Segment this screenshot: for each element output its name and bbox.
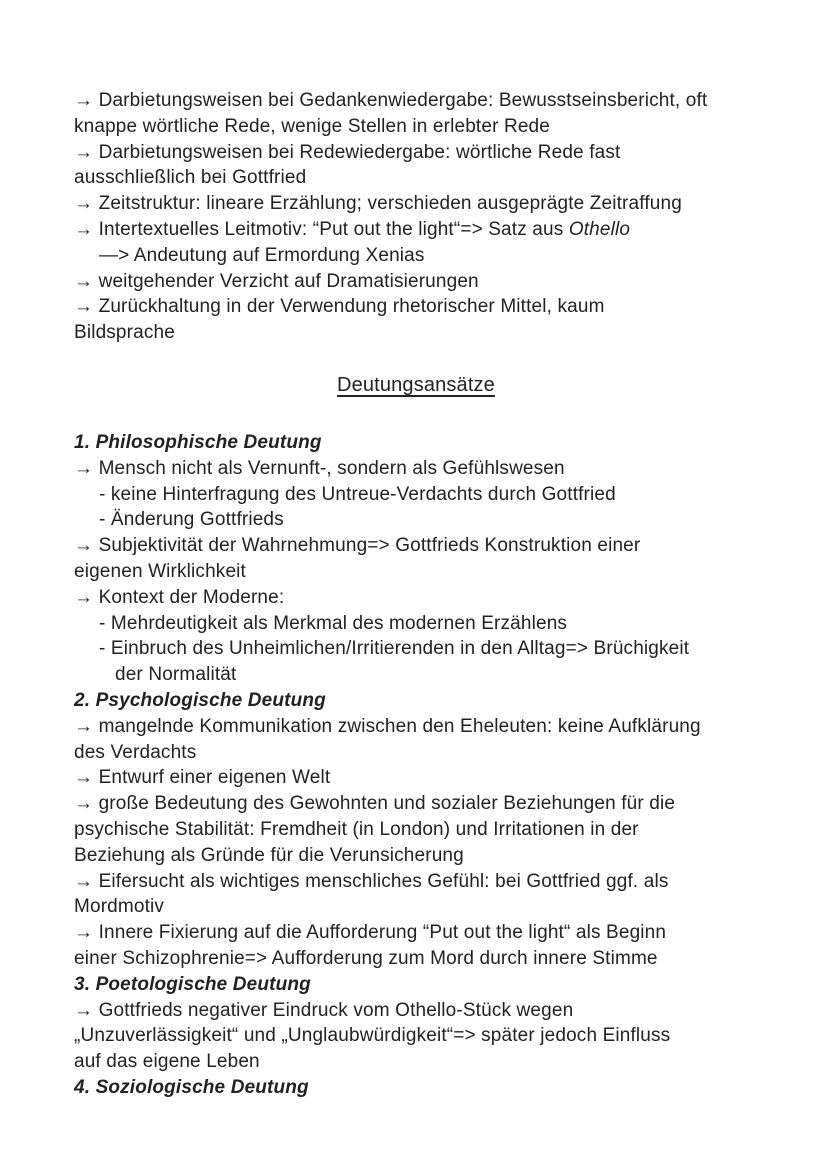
section-title	[74, 972, 758, 998]
text-segment: Deutungsansätze	[337, 373, 495, 396]
text-segment: - keine Hinterfragung des Untreue-Verdachts durch Gottfried	[99, 483, 616, 505]
text-line	[74, 165, 758, 191]
text-line	[74, 585, 758, 611]
text-line	[74, 114, 758, 140]
text-line	[74, 869, 758, 895]
section-title	[74, 1075, 758, 1101]
text-line	[74, 243, 758, 269]
spacer	[74, 398, 758, 430]
text-line	[74, 533, 758, 559]
text-line	[74, 662, 758, 688]
text-line	[74, 998, 758, 1024]
text-line	[74, 740, 758, 766]
text-line	[74, 217, 758, 243]
text-segment: - Mehrdeutigkeit als Merkmal des modernen Erzählens	[99, 612, 568, 634]
text-segment: → Gottfrieds negativer Eindruck vom Othello-Stück wegen	[74, 999, 574, 1021]
text-segment: - Änderung Gottfrieds	[99, 509, 284, 531]
text-segment: —> Andeutung auf Ermordung Xenias	[99, 244, 425, 266]
text-line	[74, 320, 758, 346]
text-segment: → mangelnde Kommunikation zwischen den Eheleuten: keine Aufklärung	[74, 715, 701, 737]
text-segment: → Kontext der Moderne:	[74, 586, 285, 608]
text-line	[74, 269, 758, 295]
text-segment: → Zurückhaltung in der Verwendung rhetorischer Mittel, kaum	[74, 296, 605, 318]
text-line	[74, 507, 758, 533]
text-line	[74, 843, 758, 869]
text-segment: 3. Poetologische Deutung	[74, 973, 311, 995]
text-line	[74, 456, 758, 482]
text-line	[74, 894, 758, 920]
text-segment: → Subjektivität der Wahrnehmung=> Gottfrieds Konstruktion einer	[74, 535, 641, 557]
text-line	[74, 636, 758, 662]
text-line	[74, 140, 758, 166]
text-line	[74, 791, 758, 817]
text-segment: eigenen Wirklichkeit	[74, 560, 246, 582]
text-line	[74, 191, 758, 217]
text-line	[74, 482, 758, 508]
text-segment: einer Schizophrenie=> Aufforderung zum Mord durch innere Stimme	[74, 947, 658, 969]
text-segment: → Eifersucht als wichtiges menschliches Gefühl: bei Gottfried ggf. als	[74, 870, 669, 892]
text-segment: ausschließlich bei Gottfried	[74, 167, 307, 189]
text-segment: 2. Psychologische Deutung	[74, 689, 326, 711]
text-line	[74, 294, 758, 320]
text-segment: auf das eigene Leben	[74, 1051, 260, 1073]
text-segment: → weitgehender Verzicht auf Dramatisierungen	[74, 270, 479, 292]
text-line	[74, 920, 758, 946]
text-segment: → große Bedeutung des Gewohnten und sozialer Beziehungen für die	[74, 793, 676, 815]
spacer	[74, 346, 758, 372]
text-segment: psychische Stabilität: Fremdheit (in London) und Irritationen in der	[74, 818, 639, 840]
text-line	[74, 1049, 758, 1075]
text-segment: der Normalität	[115, 664, 237, 686]
text-segment: → Darbietungsweisen bei Redewiedergabe: wörtliche Rede fast	[74, 141, 621, 163]
text-segment: 4. Soziologische Deutung	[74, 1076, 309, 1098]
text-segment: Beziehung als Gründe für die Verunsicherung	[74, 844, 464, 866]
document-body	[74, 88, 758, 1101]
text-segment: Othello	[568, 218, 631, 240]
text-segment: → Zeitstruktur: lineare Erzählung; verschieden ausgeprägte Zeitraffung	[74, 193, 682, 215]
text-segment: → Intertextuelles Leitmotiv: “Put out the light“=> Satz aus	[74, 218, 569, 240]
text-line	[74, 1023, 758, 1049]
text-segment: - Einbruch des Unheimlichen/Irritierenden in den Alltag=> Brüchigkeit	[99, 638, 690, 660]
text-segment: → Mensch nicht als Vernunft-, sondern als Gefühlswesen	[74, 457, 565, 479]
text-segment: → Innere Fixierung auf die Aufforderung “Put out the light“ als Beginn	[74, 922, 667, 944]
section-title	[74, 688, 758, 714]
section-title	[74, 430, 758, 456]
text-line	[74, 559, 758, 585]
text-line	[74, 714, 758, 740]
text-segment: → Darbietungsweisen bei Gedankenwiedergabe: Bewusstseinsbericht, oft	[74, 90, 708, 111]
text-line	[74, 765, 758, 791]
page-heading	[74, 372, 758, 398]
text-line	[74, 611, 758, 637]
text-segment: Mordmotiv	[74, 896, 165, 918]
text-segment: knappe wörtliche Rede, wenige Stellen in erlebter Rede	[74, 115, 550, 137]
text-segment: 1. Philosophische Deutung	[74, 431, 322, 453]
text-segment: des Verdachts	[74, 741, 197, 763]
text-segment: Bildsprache	[74, 322, 175, 344]
text-line	[74, 946, 758, 972]
text-line	[74, 817, 758, 843]
text-segment: „Unzuverlässigkeit“ und „Unglaubwürdigkeit“=> später jedoch Einfluss	[74, 1025, 671, 1047]
text-line	[74, 88, 758, 114]
text-segment: → Entwurf einer eigenen Welt	[74, 767, 331, 789]
